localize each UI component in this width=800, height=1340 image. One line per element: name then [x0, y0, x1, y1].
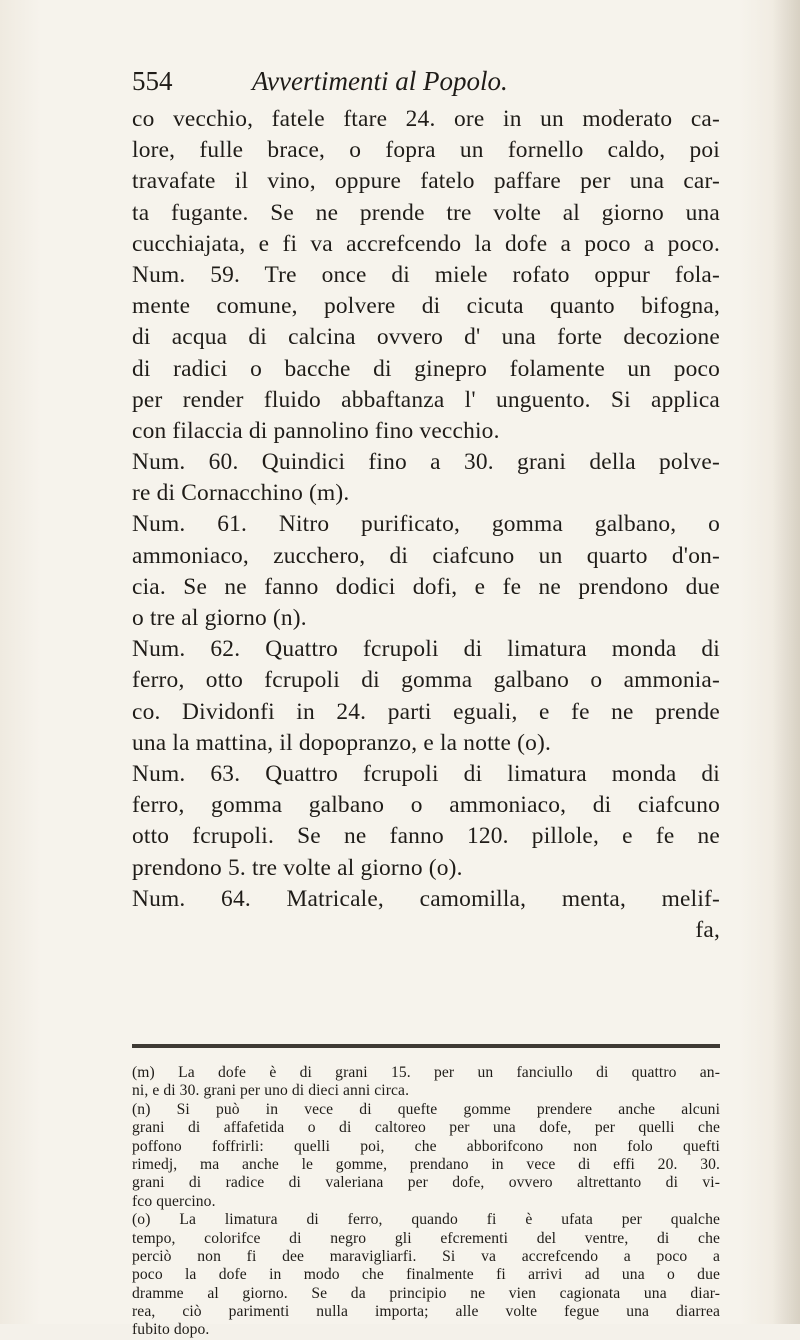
footnotes	[132, 1064, 720, 1340]
footnote-line: (o) La limatura di ferro, quando fi è ufata per qualche	[132, 1211, 720, 1229]
page-edge-shadow	[772, 0, 800, 1324]
text-line: con filaccia di pannolino fino vecchio.	[132, 417, 500, 444]
text-line: co vecchio, fatele ftare 24. ore in un moderato ca-	[132, 106, 720, 132]
text-line: una la mattina, il dopopranzo, e la notte (o).	[132, 729, 552, 756]
text-line: per render fluido abbaftanza l' unguento. Si applica	[132, 386, 720, 413]
text-line: di acqua di calcina ovvero d' una forte decozione	[132, 324, 720, 351]
main-text	[132, 104, 720, 946]
text-line: Num. 64. Matricale, camomilla, menta, melif-	[132, 885, 720, 912]
text-line: Num. 59. Tre once di miele rofato oppur fola-	[132, 261, 720, 288]
text-line: fa,	[695, 916, 720, 943]
text-line: Num. 60. Quindici fino a 30. grani della polve-	[132, 449, 720, 476]
footnote-line: fco quercino.	[132, 1192, 216, 1210]
footnote-line: grani di affafetida o di caltoreo per una dofe, per quelli che	[132, 1119, 720, 1137]
footnote-line: ni, e di 30. grani per uno di dieci anni circa.	[132, 1082, 410, 1100]
page-number: 554	[132, 66, 173, 96]
text-line: cia. Se ne fanno dodici dofi, e fe ne prendono due	[132, 573, 720, 600]
text-line: otto fcrupoli. Se ne fanno 120. pillole, e fe ne	[132, 823, 720, 850]
footnote-line: fubito dopo.	[132, 1321, 210, 1339]
text-line: di radici o bacche di ginepro folamente un poco	[132, 355, 720, 382]
running-title: Avvertimenti al Popolo.	[252, 66, 508, 96]
footnote-line: poffono foffrirli: quelli poi, che abborifcono non folo quefti	[132, 1137, 720, 1155]
text-line: ta fugante. Se ne prende tre volte al giorno una	[132, 199, 720, 226]
text-line: mente comune, polvere di cicuta quanto bifogna,	[132, 293, 720, 320]
text-line: o tre al giorno (n).	[132, 605, 307, 631]
text-line: re di Cornacchino (m).	[132, 480, 350, 507]
footnote-line: dramme al giorno. Se da principio ne vien cagionata una diar-	[132, 1284, 720, 1302]
footnote-line: poco la dofe in modo che finalmente fi arrivi ad una o due	[132, 1266, 720, 1284]
footnote-line: rea, ciò parimenti nulla importa; alle volte fegue una diarrea	[132, 1303, 720, 1321]
text-line: ferro, gomma galbano o ammoniaco, di ciafcuno	[132, 792, 720, 819]
page-header	[132, 66, 692, 102]
footnote-line: perciò non fi dee maravigliarfi. Si va accrefcendo a poco a	[132, 1247, 720, 1265]
text-line: ferro, otto fcrupoli di gomma galbano o ammonia-	[132, 667, 720, 694]
text-line: lore, fulle brace, o fopra un fornello caldo, poi	[132, 137, 720, 164]
text-line: cucchiajata, e fi va accrefcendo la dofe a poco a poco.	[132, 230, 720, 257]
footnote-line: (m) La dofe è di grani 15. per un fanciullo di quattro an-	[132, 1064, 720, 1081]
footnote-rule	[132, 1044, 720, 1048]
footnote-line: (n) Si può in vece di quefte gomme prendere anche alcuni	[132, 1100, 720, 1118]
text-line: Num. 62. Quattro fcrupoli di limatura monda di	[132, 636, 720, 663]
text-line: Num. 61. Nitro purificato, gomma galbano, o	[132, 511, 720, 538]
footnote-line: rimedj, ma anche le gomme, prendano in vece di effi 20. 30.	[132, 1155, 720, 1173]
text-line: prendono 5. tre volte al giorno (o).	[132, 854, 463, 881]
text-line: co. Dividonfi in 24. parti eguali, e fe ne prende	[132, 698, 720, 725]
footnote-line: grani di radice di valeriana per dofe, ovvero altrettanto di vi-	[132, 1174, 720, 1192]
text-line: travafate il vino, oppure fatelo paffare per una car-	[132, 168, 720, 195]
footnote-line: tempo, colorifce di negro gli efcrementi del ventre, di che	[132, 1229, 720, 1247]
text-line: ammoniaco, zucchero, di ciafcuno un quarto d'on-	[132, 542, 720, 569]
text-line: Num. 63. Quattro fcrupoli di limatura monda di	[132, 760, 720, 787]
